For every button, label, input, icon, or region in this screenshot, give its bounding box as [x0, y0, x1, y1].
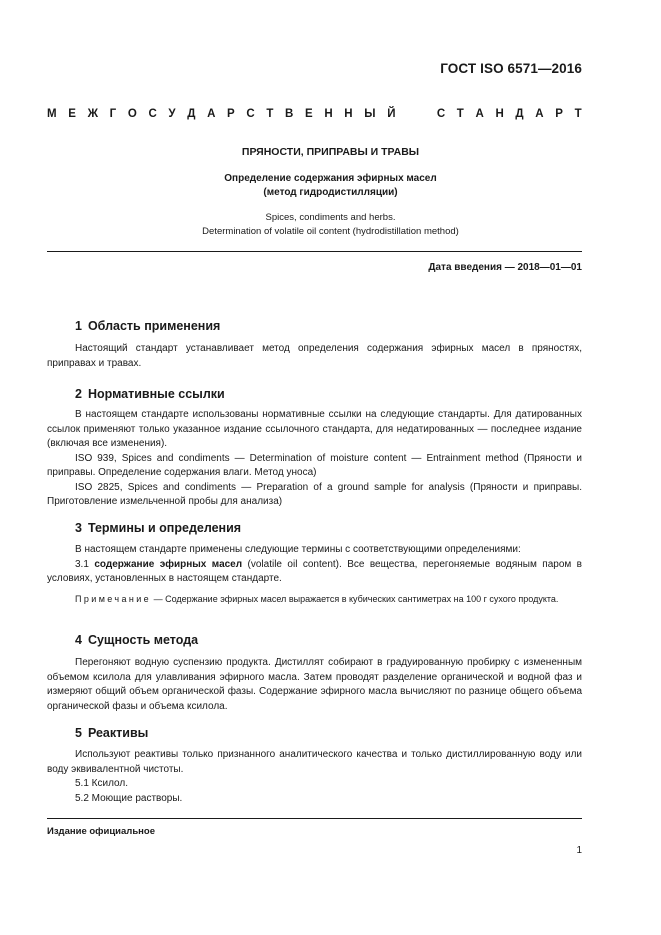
section-title: Реактивы — [87, 726, 149, 740]
standard-type-letter: А — [475, 108, 484, 120]
paragraph: Используют реактивы только признанного аналитического качества и только дистиллированную воду или воду эквивалентной чистоты. — [47, 749, 582, 775]
standard-type-letter: Н — [324, 108, 333, 120]
standard-type-letter: Г — [109, 108, 117, 120]
section-heading — [47, 631, 582, 649]
subtitle-line-2: (метод гидродистилляции) — [263, 187, 398, 198]
standard-type-letter: Р — [227, 108, 235, 120]
document-title: ПРЯНОСТИ, ПРИПРАВЫ И ТРАВЫ — [241, 146, 420, 158]
section-number: 2 — [75, 387, 82, 401]
standard-type-letter: Е — [68, 108, 76, 120]
section-heading — [47, 317, 582, 335]
standard-type-letter: Й — [387, 108, 396, 120]
standard-type-letter: Т — [266, 108, 274, 120]
section-reagents — [47, 724, 582, 806]
header-divider — [47, 251, 582, 252]
standard-type-letter: Д — [515, 108, 524, 120]
term-definition — [47, 558, 582, 587]
section-number: 5 — [75, 726, 82, 740]
section-title: Нормативные ссылки — [87, 387, 225, 401]
standard-type-letter: В — [285, 108, 294, 120]
subtitle-line-1: Определение содержания эфирных масел — [224, 173, 437, 184]
section-method-principle — [47, 631, 582, 714]
standard-type-letter: Р — [555, 108, 563, 120]
paragraph: Настоящий стандарт устанавливает метод определения содержания эфирных масел в пряностях, приправах и травах. — [47, 343, 582, 369]
section-heading — [47, 385, 582, 403]
section-scope — [47, 317, 582, 371]
page-number: 1 — [576, 845, 582, 856]
english-title-line-2: Determination of volatile oil content (hydrodistillation method) — [202, 225, 459, 237]
introduction-date: Дата введения — 2018—01—01 — [428, 262, 582, 273]
standard-type-letter: Е — [305, 108, 313, 120]
standard-type-letter: Н — [344, 108, 353, 120]
note-label: Примечание — [75, 593, 152, 604]
paragraph: В настоящем стандарте использованы нормативные ссылки на следующие стандарты. Для датированных ссылок применяют только указанное издание ссылочного стандарта, для недатированных — последнее издание (включая все изменения). — [47, 409, 582, 449]
note-text: — Содержание эфирных масел выражается в кубических сантиметрах на 100 г сухого продукта. — [151, 593, 559, 604]
paragraph: Перегоняют водную суспензию продукта. Дистиллят собирают в градуированную пробирку с измененным объемом ксилола для улавливания эфирного масла. Затем проводят разделение органической и водной фаз и измеряют общий объем органической фазы. Содержание эфирного масла вычисляют по разнице общего объема органической фазы и объема ксилола. — [47, 657, 582, 712]
section-terms-definitions — [47, 519, 582, 605]
section-title: Область применения — [87, 319, 221, 333]
reagent-item: 5.1 Ксилол. — [75, 778, 128, 789]
section-number: 1 — [75, 319, 82, 333]
reagent-item: 5.2 Моющие растворы. — [75, 792, 183, 804]
term-number: 3.1 — [75, 558, 95, 570]
paragraph: В настоящем стандарте применены следующие термины с соответствующими определениями: — [75, 544, 521, 555]
standard-type-letter: С — [148, 108, 157, 120]
english-title-line-1: Spices, condiments and herbs. — [265, 212, 396, 223]
standard-type-letter: М — [47, 108, 57, 120]
section-heading — [47, 724, 582, 742]
standard-type-letter: С — [436, 108, 446, 120]
standard-type-letter: Т — [456, 108, 464, 120]
standard-type-letter: Д — [187, 108, 196, 120]
english-title — [0, 211, 661, 238]
standard-type-letter: Ы — [364, 108, 376, 120]
footer-divider — [47, 818, 582, 819]
document-subtitle — [0, 172, 661, 200]
official-edition-label: Издание официальное — [47, 826, 155, 837]
standard-type-letter: Т — [574, 108, 582, 120]
standard-type-letter: Н — [495, 108, 504, 120]
section-normative-references — [47, 385, 582, 510]
standard-type-heading — [47, 108, 582, 120]
standard-type-letter: Ж — [87, 108, 98, 120]
standard-type-letter — [407, 108, 410, 120]
standard-type-letter: А — [535, 108, 544, 120]
section-title: Термины и определения — [87, 521, 242, 535]
section-number: 4 — [75, 633, 82, 647]
standard-type-letter: О — [127, 108, 137, 120]
reference-iso-939: ISO 939, Spices and condiments — Determination of moisture content — Entrainment method (Пряности и приправы. Определение содержания влаги. Метод уноса) — [47, 452, 582, 478]
reference-iso-2825: ISO 2825, Spices and condiments — Preparation of a ground sample for analysis (Пряности и приправы. Приготовление измельченной пробы для анализа) — [47, 481, 582, 507]
standard-type-letter: У — [168, 108, 176, 120]
section-title: Сущность метода — [87, 633, 199, 647]
section-heading — [47, 519, 582, 537]
note — [47, 593, 582, 606]
gost-code: ГОСТ ISO 6571—2016 — [440, 61, 582, 76]
standard-type-letter: А — [207, 108, 216, 120]
section-number: 3 — [75, 521, 82, 535]
term-name: содержание эфирных масел — [94, 558, 243, 570]
standard-type-letter: С — [246, 108, 255, 120]
term-text: (volatile oil content). Все вещества, перегоняемые водяным паром в условиях, установленных в настоящем стандарте. — [47, 558, 582, 584]
standard-type-letter — [422, 108, 425, 120]
